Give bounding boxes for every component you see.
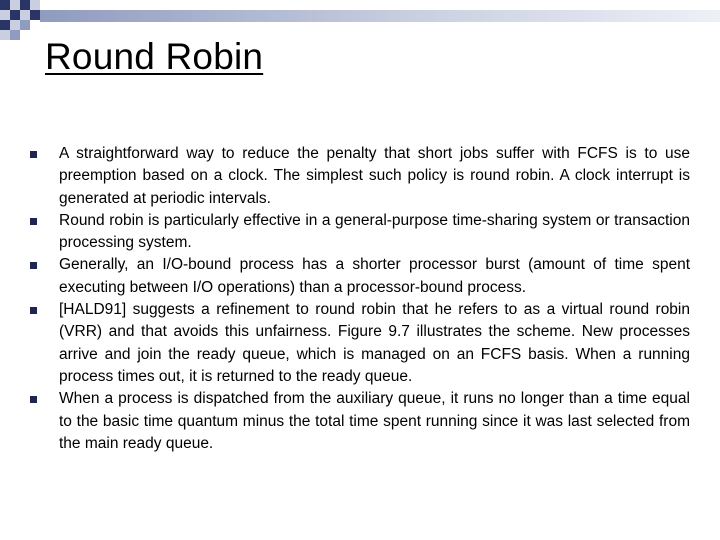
list-item [28,143,690,210]
checker-banner-decoration [0,0,720,40]
bullet-text: [HALD91] suggests a refinement to round robin that he refers to as a virtual round robin (VRR) and that avoids this unfairness. Figure 9.7 illustrates the scheme. New processes arrive and join the ready queue, which is managed on an FCFS basis. When a running process times out, it is returned to the ready queue. [59,301,690,385]
square-bullet-icon [30,396,37,403]
square-bullet-icon [30,307,37,314]
bullet-text: Generally, an I/O-bound process has a shorter processor burst (amount of time spent executing between I/O operations) than a processor-bound process. [59,256,690,296]
slide-title: Round Robin [45,36,264,77]
list-item [28,388,690,455]
list-item [28,299,690,388]
list-item [28,210,690,255]
bullet-list [28,143,690,455]
bullet-text: Round robin is particularly effective in a general-purpose time-sharing system or transaction processing system. [59,211,690,252]
square-bullet-icon [30,262,37,269]
bullet-text: A straightforward way to reduce the penalty that short jobs suffer with FCFS is to use preemption based on a clock. The simplest such policy is round robin. A clock interrupt is generated at periodic intervals. [59,145,690,207]
bullet-text: When a process is dispatched from the auxiliary queue, it runs no longer than a time equal to the basic time quantum minus the total time spent running since it was last selected from the main ready queue. [59,390,690,452]
list-item [28,254,690,299]
square-bullet-icon [30,151,37,158]
square-bullet-icon [30,218,37,225]
